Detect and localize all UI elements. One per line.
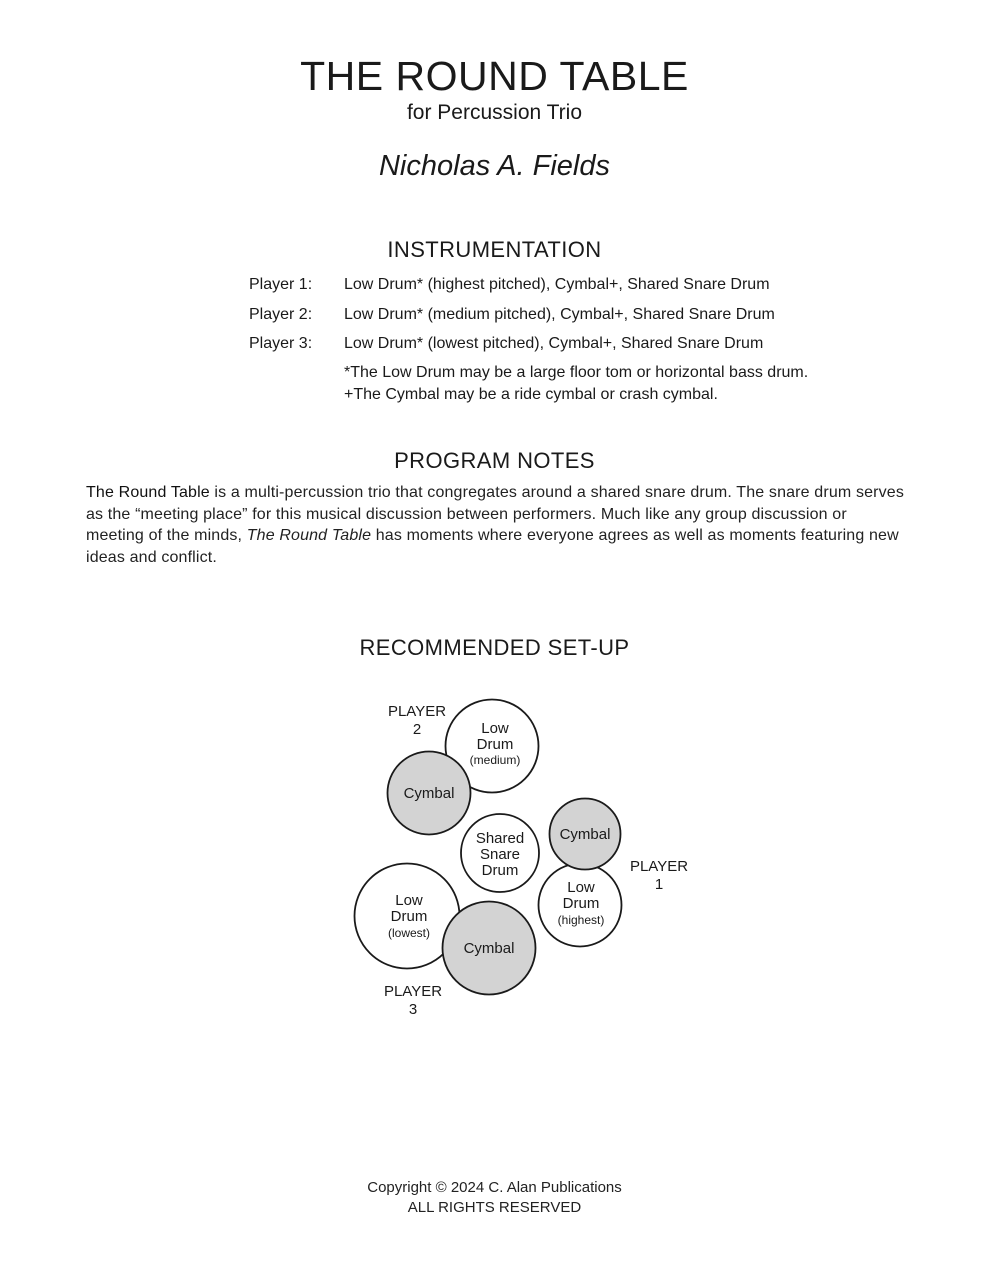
player-instruments: Low Drum* (highest pitched), Cymbal+, Shared Snare Drum — [344, 276, 770, 293]
setup-heading: RECOMMENDED SET-UP — [359, 635, 630, 660]
player-3-low-drum-label: Low — [395, 892, 423, 909]
snare-label: Snare — [479, 846, 521, 863]
player-instruments: Low Drum* (medium pitched), Cymbal+, Shared Snare Drum — [344, 305, 775, 323]
setup-diagram-svg — [340, 690, 710, 1030]
player-2-low-drum-label: Drum — [476, 736, 514, 753]
copyright-notice — [0, 1178, 989, 1218]
piece-title: THE ROUND TABLE — [300, 53, 689, 99]
program-notes-paragraph — [86, 482, 906, 568]
program-notes-text: is a multi-percussion trio that congregates around a shared snare drum. The snare drum serves as the “meeting place” for this musical discussion between performers. Much like any group discussion or meeting of the minds, — [86, 484, 904, 544]
player-label: Player 2: — [249, 305, 313, 323]
instrumentation-list — [249, 273, 889, 362]
player-2-low-drum-label: Low — [481, 720, 509, 737]
player-row — [249, 273, 889, 303]
player-3-label-number: 3 — [408, 1001, 418, 1018]
setup-diagram — [340, 690, 710, 1030]
player-2-cymbal-label: Cymbal — [403, 785, 455, 802]
snare-label: Drum — [481, 862, 519, 879]
player-1-low-drum-label: Low — [567, 879, 595, 896]
player-label: Player 1: — [249, 276, 313, 293]
player-3-low-drum-label: Drum — [390, 908, 428, 925]
low-drum-footnote: *The Low Drum may be a large floor tom or horizontal bass drum. — [344, 364, 809, 381]
player-1-cymbal-label: Cymbal — [559, 826, 611, 843]
player-1-low-drum-label: Drum — [562, 895, 600, 912]
instrumentation-footnotes — [344, 362, 924, 406]
copyright-line: Copyright © 2024 C. Alan Publications — [367, 1179, 622, 1196]
program-notes-lead: The Round Table — [86, 484, 210, 501]
player-2-label-number: 2 — [412, 721, 422, 738]
program-notes-text-end: has moments where everyone agrees as well as moments featuring new ideas and conflict. — [86, 527, 899, 566]
player-1-label-number: 1 — [654, 876, 664, 893]
program-notes-italic-title: The Round Table — [246, 527, 372, 544]
player-3-cymbal-label: Cymbal — [463, 940, 515, 957]
player-row — [249, 332, 889, 362]
player-3-label-word: PLAYER — [383, 983, 443, 1000]
player-3-low-drum-pitch: (lowest) — [387, 926, 431, 940]
composer-name: Nicholas A. Fields — [378, 150, 610, 182]
player-instruments: Low Drum* (lowest pitched), Cymbal+, Shared Snare Drum — [344, 335, 764, 352]
program-notes-heading: PROGRAM NOTES — [394, 448, 595, 473]
player-row — [249, 303, 889, 333]
player-2-label-word: PLAYER — [387, 703, 447, 720]
cymbal-footnote: +The Cymbal may be a ride cymbal or crash cymbal. — [344, 386, 718, 403]
player-label: Player 3: — [249, 335, 313, 352]
snare-label: Shared — [475, 830, 525, 847]
player-2-low-drum-pitch: (medium) — [469, 753, 521, 767]
player-1-low-drum-pitch: (highest) — [557, 913, 605, 927]
piece-subtitle: for Percussion Trio — [406, 101, 583, 124]
instrumentation-heading: INSTRUMENTATION — [387, 237, 602, 262]
player-1-label-word: PLAYER — [629, 858, 689, 875]
rights-line: ALL RIGHTS RESERVED — [407, 1199, 582, 1216]
